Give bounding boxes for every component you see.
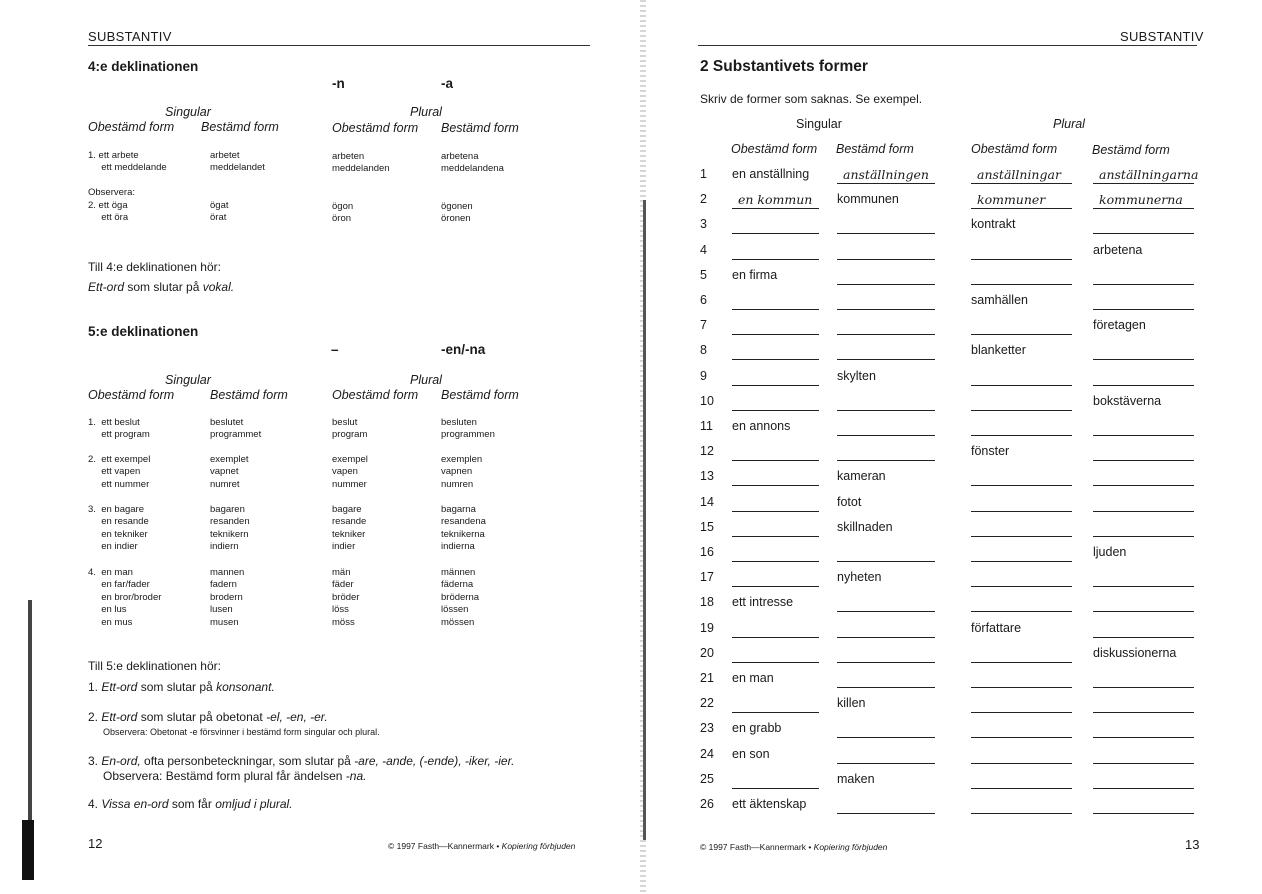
answer-blank[interactable]: [837, 309, 935, 310]
answer-blank[interactable]: [837, 334, 935, 335]
decl4-cell: ögat: [210, 200, 229, 211]
answer-blank[interactable]: [732, 637, 819, 638]
answer-blank[interactable]: [732, 460, 819, 461]
decl5-cell: en tekniker: [88, 528, 148, 540]
decl5-cell: 4. en man: [88, 567, 133, 578]
answer-blank[interactable]: [732, 712, 819, 713]
decl5-cell: exemplen: [441, 454, 483, 465]
row-number: 18: [700, 595, 714, 610]
decl5-cell: männen: [441, 567, 476, 578]
answer-blank[interactable]: [971, 712, 1072, 713]
decl5-cell: nummer: [332, 478, 367, 490]
decl5-cell: brodern: [210, 591, 243, 603]
row-number: 5: [700, 267, 707, 282]
exercise-col-1: Obestämd form: [731, 142, 818, 156]
answer-blank[interactable]: [971, 536, 1072, 537]
decl4-cell: ett meddelande: [88, 162, 167, 173]
given-form: en son: [732, 746, 770, 761]
decl5-cell: löss: [332, 604, 349, 616]
answer-blank[interactable]: [837, 183, 935, 184]
decl4-singular-label: Singular: [165, 105, 211, 119]
answer-blank[interactable]: [971, 259, 1072, 260]
right-copyright: © 1997 Fasth—Kannermark • Kopiering förbjuden: [700, 842, 888, 852]
answer-blank[interactable]: [1093, 309, 1194, 310]
answer-blank[interactable]: [1093, 511, 1194, 512]
decl5-title: 5:e deklinationen: [88, 324, 199, 339]
handwritten-answer: anställningen: [843, 167, 929, 182]
decl5-rule-2-note: Observera: Obetonat -e försvinner i bestämd form singular och plural.: [103, 727, 380, 737]
answer-blank[interactable]: [1093, 763, 1194, 764]
answer-blank[interactable]: [971, 687, 1072, 688]
given-form: blanketter: [971, 343, 1026, 358]
answer-blank[interactable]: [1093, 611, 1194, 612]
decl5-cell: bröder: [332, 591, 360, 603]
decl5-cell: ett nummer: [88, 478, 150, 490]
given-form: kameran: [837, 469, 886, 484]
decl5-col-1: Obestämd form: [88, 388, 175, 402]
given-form: killen: [837, 696, 866, 711]
answer-blank[interactable]: [837, 233, 935, 234]
left-header: SUBSTANTIV: [88, 29, 172, 44]
exercise-plural-label: Plural: [1053, 117, 1085, 131]
row-number: 23: [700, 721, 714, 736]
given-form: maken: [837, 771, 875, 786]
decl4-cell: ögon: [332, 201, 354, 212]
answer-blank[interactable]: [837, 259, 935, 260]
row-number: 3: [700, 217, 707, 232]
answer-blank[interactable]: [732, 561, 819, 562]
given-form: en annons: [732, 419, 791, 433]
decl5-cell: lusen: [210, 604, 233, 616]
decl5-cell: en bror/broder: [88, 591, 162, 603]
answer-blank[interactable]: [837, 561, 935, 562]
answer-blank[interactable]: [971, 561, 1072, 562]
answer-blank[interactable]: [837, 637, 935, 638]
exercise-col-3: Obestämd form: [971, 142, 1058, 156]
answer-blank[interactable]: [971, 662, 1072, 663]
decl5-cell: teknikern: [210, 528, 249, 540]
decl4-cell: 1. ett arbete: [88, 150, 139, 161]
answer-blank[interactable]: [732, 410, 819, 411]
decl5-cell: exempel: [332, 454, 368, 465]
answer-blank[interactable]: [732, 485, 819, 486]
answer-blank[interactable]: [1093, 385, 1194, 386]
decl4-cell: arbeten: [332, 151, 365, 162]
answer-blank[interactable]: [971, 435, 1072, 436]
decl5-cell: indiern: [210, 541, 239, 553]
answer-blank[interactable]: [971, 334, 1072, 335]
decl4-cell: arbetena: [441, 151, 479, 162]
right-header: SUBSTANTIV: [1120, 29, 1204, 44]
decl5-cell: beslut: [332, 417, 358, 428]
decl5-cell: fäderna: [441, 579, 474, 591]
decl5-cell: 3. en bagare: [88, 504, 144, 515]
answer-blank[interactable]: [1093, 284, 1194, 285]
given-form: fotot: [837, 494, 862, 509]
answer-blank[interactable]: [732, 259, 819, 260]
decl4-observera: Observera:: [88, 187, 135, 198]
answer-blank[interactable]: [1093, 536, 1194, 537]
decl5-cell: beslutet: [210, 417, 244, 428]
answer-blank[interactable]: [971, 183, 1072, 184]
decl5-cell: möss: [332, 616, 355, 628]
answer-blank[interactable]: [1093, 586, 1194, 587]
answer-blank[interactable]: [1093, 712, 1194, 713]
decl5-cell: bagaren: [210, 504, 245, 515]
decl5-cell: resande: [332, 516, 367, 528]
answer-blank[interactable]: [732, 208, 819, 209]
answer-blank[interactable]: [1093, 208, 1194, 209]
decl4-cell: ögonen: [441, 201, 473, 212]
answer-blank[interactable]: [732, 334, 819, 335]
decl5-col-3: Obestämd form: [332, 388, 419, 402]
left-copyright: © 1997 Fasth—Kannermark • Kopiering förbjuden: [388, 841, 576, 851]
decl5-cell: en far/fader: [88, 579, 150, 591]
left-page-number: 12: [88, 836, 103, 851]
exercise-col-2: Bestämd form: [836, 142, 914, 156]
decl4-cell: ett öra: [88, 212, 129, 223]
decl5-ending-sing: –: [331, 342, 339, 357]
answer-blank[interactable]: [732, 511, 819, 512]
given-form: arbetena: [1093, 242, 1143, 257]
decl5-cell: besluten: [441, 417, 477, 428]
given-form: en firma: [732, 267, 778, 282]
decl4-cell: meddelandet: [210, 162, 265, 173]
row-number: 19: [700, 620, 714, 635]
decl5-cell: män: [332, 567, 351, 578]
decl5-cell: indierna: [441, 541, 475, 553]
decl5-cell: resanden: [210, 516, 250, 528]
given-form: ljuden: [1093, 545, 1127, 559]
given-form: ett intresse: [732, 595, 794, 610]
answer-blank[interactable]: [837, 611, 935, 612]
answer-blank[interactable]: [732, 586, 819, 587]
decl4-title: 4:e deklinationen: [88, 59, 199, 74]
decl4-ending-sing: -n: [332, 76, 345, 91]
row-number: 25: [700, 771, 714, 786]
decl5-cell: vapnet: [210, 466, 239, 478]
decl5-singular-label: Singular: [165, 373, 211, 387]
answer-blank[interactable]: [971, 284, 1072, 285]
decl5-cell: 2. ett exempel: [88, 454, 151, 465]
decl5-col-4: Bestämd form: [441, 388, 519, 402]
decl4-cell: arbetet: [210, 150, 240, 161]
decl5-cell: fäder: [332, 579, 354, 591]
row-number: 17: [700, 570, 714, 585]
answer-blank[interactable]: [1093, 687, 1194, 688]
decl4-plural-label: Plural: [410, 105, 442, 119]
given-form: en man: [732, 671, 774, 685]
answer-blank[interactable]: [971, 611, 1072, 612]
row-number: 6: [700, 293, 707, 307]
answer-blank[interactable]: [971, 208, 1072, 209]
given-form: en anställning: [732, 167, 810, 181]
answer-blank[interactable]: [971, 485, 1072, 486]
decl5-cell: indier: [332, 541, 356, 553]
exercise-title: 2 Substantivets former: [700, 58, 868, 75]
answer-blank[interactable]: [971, 385, 1072, 386]
right-header-rule: [698, 45, 1197, 46]
decl5-rule-3-note: Observera: Bestämd form plural får ändelsen -na.: [103, 769, 367, 783]
decl4-ending-plur: -a: [441, 76, 454, 91]
answer-blank[interactable]: [732, 233, 819, 234]
given-form: skylten: [837, 368, 876, 383]
decl5-cell: en indier: [88, 541, 138, 553]
answer-blank[interactable]: [971, 788, 1072, 789]
answer-blank[interactable]: [971, 813, 1072, 814]
decl5-plural-label: Plural: [410, 373, 442, 387]
decl4-cell: öron: [332, 213, 352, 224]
answer-blank[interactable]: [971, 410, 1072, 411]
answer-blank[interactable]: [971, 763, 1072, 764]
left-header-rule: [88, 45, 590, 46]
row-number: 8: [700, 343, 707, 358]
decl5-rule-1: 1. Ett-ord som slutar på konsonant.: [88, 680, 275, 694]
answer-blank[interactable]: [1093, 435, 1194, 436]
handwritten-answer: anställningar: [977, 167, 1061, 182]
row-number: 16: [700, 545, 714, 559]
given-form: bokstäverna: [1093, 393, 1162, 408]
answer-blank[interactable]: [837, 763, 935, 764]
exercise-instruction: Skriv de former som saknas. Se exempel.: [700, 92, 923, 106]
given-form: skillnaden: [837, 519, 893, 534]
answer-blank[interactable]: [837, 662, 935, 663]
given-form: fönster: [971, 444, 1010, 459]
answer-blank[interactable]: [971, 737, 1072, 738]
scan-edge-corner: [22, 820, 34, 880]
decl5-cell: resandena: [441, 516, 486, 528]
decl4-cell: 2. ett öga: [88, 200, 128, 211]
decl5-cell: ett program: [88, 429, 150, 441]
row-number: 7: [700, 318, 707, 333]
answer-blank[interactable]: [837, 284, 935, 285]
answer-blank[interactable]: [1093, 233, 1194, 234]
decl4-col-1: Obestämd form: [88, 120, 175, 134]
decl4-cell: örat: [210, 212, 227, 223]
decl4-till: Till 4:e deklinationen hör:: [88, 260, 221, 274]
decl4-rule: Ett-ord som slutar på vokal.: [88, 280, 235, 294]
given-form: författare: [971, 620, 1022, 635]
answer-blank[interactable]: [732, 788, 819, 789]
row-number: 11: [700, 419, 713, 433]
given-form: en grabb: [732, 721, 782, 736]
row-number: 4: [700, 242, 707, 257]
answer-blank[interactable]: [837, 737, 935, 738]
decl5-cell: lössen: [441, 604, 469, 616]
answer-blank[interactable]: [732, 536, 819, 537]
answer-blank[interactable]: [732, 309, 819, 310]
handwritten-answer: en kommun: [738, 192, 813, 208]
decl5-rule-3: 3. En-ord, ofta personbeteckningar, som slutar på -are, -ande, (-ende), -iker, -ier.: [88, 754, 515, 768]
given-form: kommunen: [837, 192, 899, 207]
answer-blank[interactable]: [837, 410, 935, 411]
answer-blank[interactable]: [971, 511, 1072, 512]
handwritten-answer: kommuner: [977, 192, 1046, 208]
answer-blank[interactable]: [837, 435, 935, 436]
given-form: kontrakt: [971, 217, 1016, 232]
decl5-cell: teknikerna: [441, 528, 485, 540]
decl4-cell: meddelandena: [441, 163, 504, 174]
answer-blank[interactable]: [732, 359, 819, 360]
right-page-number: 13: [1185, 837, 1200, 852]
row-number: 13: [700, 469, 714, 484]
row-number: 20: [700, 645, 714, 660]
decl5-col-2: Bestämd form: [210, 388, 288, 402]
answer-blank[interactable]: [837, 813, 935, 814]
decl4-cell: öronen: [441, 213, 471, 224]
answer-blank[interactable]: [732, 385, 819, 386]
decl5-cell: bagare: [332, 504, 362, 515]
answer-blank[interactable]: [1093, 813, 1194, 814]
answer-blank[interactable]: [1093, 485, 1194, 486]
row-number: 9: [700, 368, 707, 383]
answer-blank[interactable]: [1093, 788, 1194, 789]
answer-blank[interactable]: [1093, 183, 1194, 184]
row-number: 21: [700, 671, 714, 685]
decl5-cell: ett vapen: [88, 466, 141, 478]
decl5-cell: programmet: [210, 429, 262, 441]
decl5-cell: numren: [441, 478, 474, 490]
answer-blank[interactable]: [1093, 637, 1194, 638]
decl5-cell: vapnen: [441, 466, 473, 478]
decl5-cell: en lus: [88, 604, 127, 616]
decl5-till: Till 5:e deklinationen hör:: [88, 659, 221, 673]
given-form: diskussionerna: [1093, 645, 1177, 660]
decl5-cell: bagarna: [441, 504, 476, 515]
decl5-cell: mannen: [210, 567, 245, 578]
decl5-cell: mössen: [441, 616, 475, 628]
decl4-col-2: Bestämd form: [201, 120, 279, 134]
given-form: samhällen: [971, 293, 1028, 307]
row-number: 2: [700, 192, 707, 207]
decl5-cell: vapen: [332, 466, 358, 478]
page-gutter-shadow: [643, 200, 646, 840]
answer-blank[interactable]: [1093, 359, 1194, 360]
exercise-col-4: Bestämd form: [1092, 143, 1170, 157]
decl5-cell: en resande: [88, 516, 149, 528]
given-form: nyheten: [837, 570, 882, 585]
row-number: 10: [700, 393, 714, 408]
decl5-rule-2: 2. Ett-ord som slutar på obetonat -el, -en, -er.: [88, 710, 328, 724]
decl5-cell: programmen: [441, 429, 495, 441]
decl5-cell: numret: [210, 478, 240, 490]
decl5-cell: bröderna: [441, 591, 480, 603]
decl5-cell: en mus: [88, 616, 133, 628]
given-form: ett äktenskap: [732, 797, 807, 811]
answer-blank[interactable]: [837, 460, 935, 461]
decl5-ending-plur: -en/-na: [441, 342, 486, 357]
given-form: företagen: [1093, 318, 1146, 333]
row-number: 1: [700, 167, 707, 181]
handwritten-answer: kommunerna: [1099, 192, 1183, 208]
decl5-cell: musen: [210, 616, 239, 628]
row-number: 24: [700, 746, 714, 761]
answer-blank[interactable]: [837, 687, 935, 688]
answer-blank[interactable]: [1093, 460, 1194, 461]
decl5-cell: exemplet: [210, 454, 249, 465]
decl4-cell: meddelanden: [332, 163, 390, 174]
exercise-singular-label: Singular: [796, 117, 842, 131]
row-number: 15: [700, 519, 714, 534]
row-number: 26: [700, 797, 714, 811]
row-number: 14: [700, 494, 714, 509]
row-number: 12: [700, 444, 714, 459]
answer-blank[interactable]: [732, 662, 819, 663]
handwritten-answer: anställningarna: [1099, 167, 1199, 182]
answer-blank[interactable]: [837, 359, 935, 360]
answer-blank[interactable]: [1093, 737, 1194, 738]
decl5-cell: fadern: [210, 579, 237, 591]
decl4-col-4: Bestämd form: [441, 121, 519, 135]
decl5-cell: program: [332, 429, 368, 441]
decl5-rule-4: 4. Vissa en-ord som får omljud i plural.: [88, 797, 293, 811]
decl4-col-3: Obestämd form: [332, 121, 419, 135]
row-number: 22: [700, 696, 714, 711]
decl5-cell: 1. ett beslut: [88, 417, 140, 428]
answer-blank[interactable]: [971, 586, 1072, 587]
decl5-cell: tekniker: [332, 528, 366, 540]
